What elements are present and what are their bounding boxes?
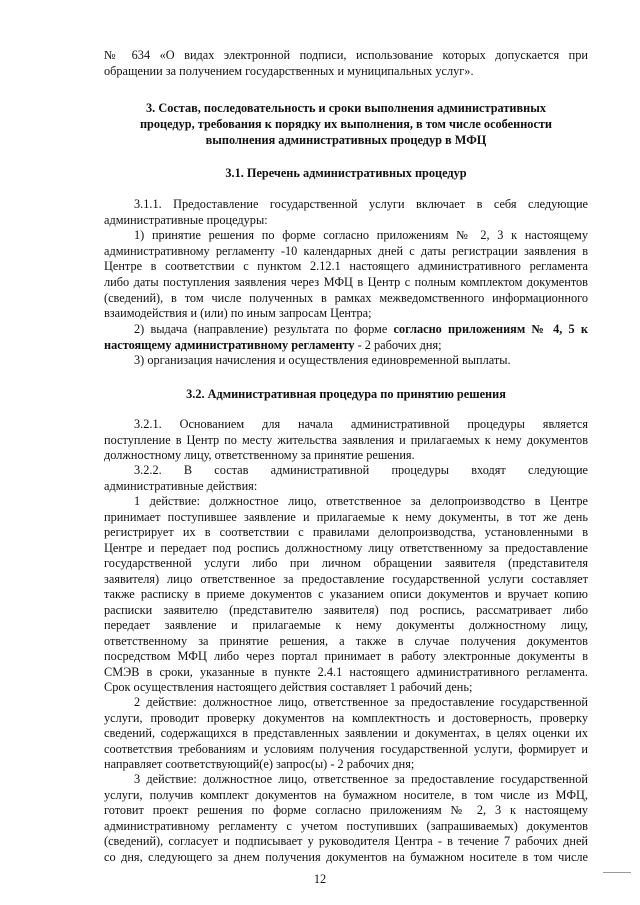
text-run: 2) выдача (направление) результата по форме (134, 322, 394, 336)
text-line: заявителя) лицо ответственное за предоставление государственной услуги составляет (104, 572, 588, 586)
subsection-3-1-heading: 3.1. Перечень административных процедур (225, 166, 467, 180)
text-line: 2 действие: должностное лицо, ответственное за предоставление государственной (134, 695, 588, 709)
text-line (134, 322, 588, 337)
text-line: административному регламенту с учетом поступивших (запрашиваемых) документов (104, 819, 588, 833)
heading-line: 3. Состав, последовательность и сроки выполнения административных (146, 101, 546, 115)
text-line: СМЭВ в сроки, указанные в пункте 2.4.1 настоящего административного регламента. (104, 665, 588, 679)
text-line: Центре в соответствии с пунктом 2.12.1 настоящего административного регламента (104, 259, 588, 273)
text-line: регистрирует их в соответствии с правилами делопроизводства, установленными в (104, 525, 588, 539)
text-line: 3 действие: должностное лицо, ответственное за предоставление государственной (134, 772, 588, 786)
text-line: обращении за получением государственных и муниципальных услуг». (104, 64, 474, 78)
text-run: - 2 рабочих дня; (354, 338, 442, 352)
text-line: (сведений), в том числе полученных в рамках межведомственного информационного (104, 291, 588, 305)
text-line: 3.2.1. Основанием для начала административной процедуры является (134, 417, 588, 431)
text-line: ответственному за принятие решения, а также в случае получения документов (104, 634, 588, 648)
bold-text-run: настоящему административному регламенту (104, 338, 355, 352)
text-line: административные действия: (104, 479, 258, 493)
text-line: услуги, проводит проверку документов на комплектность и достоверность, проверку (104, 711, 588, 725)
heading-line: выполнения административных процедур в МФЦ (205, 133, 487, 147)
text-line: административные процедуры: (104, 213, 268, 227)
text-line: административному регламенту -10 календарных дней с даты регистрации заявления в (104, 244, 588, 258)
text-line: сведений, содержащихся в представленных заявлении и документах, в целях оценки их (104, 726, 588, 740)
bold-text-run: согласно приложениям № 4, 5 к (393, 322, 589, 336)
text-line (104, 338, 588, 353)
subsection-3-2-heading: 3.2. Административная процедура по принятию решения (186, 387, 506, 401)
text-line: 1) принятие решения по форме согласно приложениям № 2, 3 к настоящему (134, 228, 588, 242)
text-line: услуги, получив комплект документов на бумажном носителе, в том числе из МФЦ, (104, 788, 588, 802)
text-line: Центре и передает под роспись должностному лицу ответственному за предоставление (104, 541, 588, 555)
text-line: № 634 «О видах электронной подписи, использование которых допускается при (104, 48, 588, 62)
text-line: должностному лицу, ответственному за принятие решения. (104, 448, 415, 462)
heading-line: процедур, требования к порядку их выполнения, в том числе особенности (139, 117, 553, 131)
text-line: (сведений), согласует и подписывает у руководителя Центра - в течение 7 рабочих дней (104, 834, 588, 848)
text-line: взаимодействия и (или) по иным запросам Центра; (104, 306, 372, 320)
text-line: передает заявление и прилагаемые к нему документы должностному лицу, (104, 618, 588, 632)
text-line: поступление в Центр по месту жительства заявления и прилагаемых к нему документов (104, 433, 588, 447)
text-line: Срок осуществления настоящего действия составляет 1 рабочий день; (104, 680, 473, 694)
text-line: государственной услуги либо при личном обращении заявителя (представителя (104, 556, 588, 570)
text-line: 3.1.1. Предоставление государственной услуги включает в себя следующие (134, 197, 588, 211)
text-line: со дня, следующего за днем получения документов на бумажном носителе в том числе (104, 850, 588, 864)
list-item-3: 3) организация начисления и осуществления единовременной выплаты. (134, 353, 511, 367)
text-line: либо даты поступления заявления через МФЦ в Центр с полным комплектом документов (104, 275, 588, 289)
text-line: 1 действие: должностное лицо, ответственное за делопроизводство в Центре (134, 494, 588, 508)
text-line: 3.2.2. В состав административной процедуры входят следующие (134, 463, 588, 477)
scan-artifact (603, 872, 631, 873)
text-line: расписки заявителю (представителю заявителя) под роспись, рассматривает либо (104, 603, 588, 617)
text-line: принимает поступившее заявление и прилагаемые к нему документы, в тот же день (104, 510, 588, 524)
text-line: готовит проект решения по форме согласно приложениям № 2, 3 к настоящему (104, 803, 588, 817)
text-line: также расписку в приеме документов с указанием описи документов и вручает копию (104, 587, 588, 601)
text-line: соответствия требованиям и условиям получения государственной услуги, формирует и (104, 742, 588, 756)
page-number: 12 (313, 872, 327, 886)
text-line: направляет соответствующий(е) запрос(ы) - 2 рабочих дня; (104, 757, 415, 771)
text-line: посредством МФЦ либо через портал принимает в работу электронные документы в (104, 649, 588, 663)
